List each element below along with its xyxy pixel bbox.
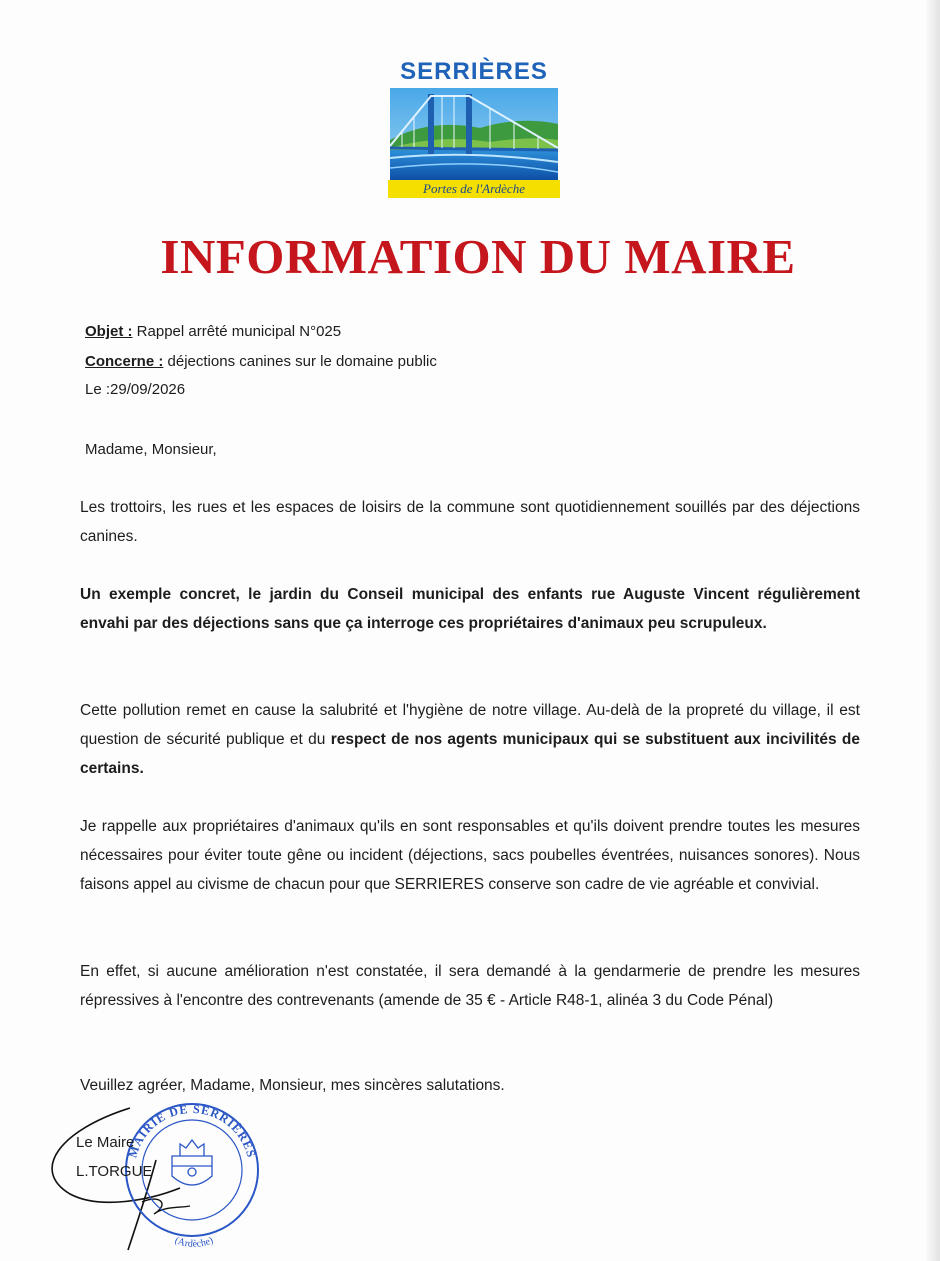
paragraph-4: Je rappelle aux propriétaires d'animaux qu'ils en sont responsables et qu'ils doivent prendre toutes les mesures nécessaires pour éviter toute gêne ou incident (déjections, sacs poubelles éventrées, nuisances sonores). Nous faisons appel au civisme de chacun pour que SERRIERES conserve son cadre de vie agréable et convivial.	[80, 818, 860, 893]
concerns-line	[85, 352, 437, 372]
paragraph-3-emphasis: respect de nos agents municipaux qui se substituent aux incivilités de certains.	[80, 731, 860, 777]
paragraph-3-text: Cette pollution remet en cause la salubrité et l'hygiène de notre village. Au-delà de la propreté du village, il est question de sécurité publique et du	[80, 702, 860, 748]
paragraph-3	[80, 696, 860, 783]
salutation: Madame, Monsieur,	[85, 441, 217, 458]
concerns-value: déjections canines sur le domaine public	[167, 353, 437, 370]
svg-text:(Ardèche)	[173, 1235, 215, 1250]
stamp-bottom-text: (Ardèche)	[173, 1235, 215, 1250]
page-title: INFORMATION DU MAIRE	[160, 229, 796, 284]
paragraph-5: En effet, si aucune amélioration n'est constatée, il sera demandé à la gendarmerie de prendre les mesures répressives à l'encontre des contrevenants (amende de 35 € - Article R48-1, alinéa 3 du Code Pénal)	[80, 963, 860, 1009]
subject-label: Objet :	[85, 323, 133, 340]
date-line: Le :29/09/2026	[85, 381, 186, 398]
concerns-label: Concerne :	[85, 353, 164, 370]
subject-value: Rappel arrêté municipal N°025	[136, 323, 342, 340]
subject-line	[85, 322, 341, 342]
closing-line: Veuillez agréer, Madame, Monsieur, mes sincères salutations.	[80, 1077, 505, 1094]
stamp-top-text: MAIRIE DE SERRIÈRES	[125, 1101, 259, 1160]
paragraph-1: Les trottoirs, les rues et les espaces de loisirs de la commune sont quotidiennement souillés par des déjections canines.	[80, 499, 860, 545]
bridge-logo-icon	[390, 88, 558, 180]
town-logo	[388, 58, 560, 200]
logo-title: SERRIÈRES	[400, 58, 548, 85]
mayor-role: Le Maire	[76, 1134, 135, 1151]
page-edge-shadow	[926, 0, 940, 1261]
paragraph-2: Un exemple concret, le jardin du Conseil municipal des enfants rue Auguste Vincent régulièrement envahi par des déjections sans que ça interroge ces propriétaires d'animaux peu scrupuleux.	[80, 586, 860, 632]
logo-tagline: Portes de l'Ardèche	[388, 180, 560, 198]
mayor-name: L.TORGUE	[76, 1163, 153, 1180]
